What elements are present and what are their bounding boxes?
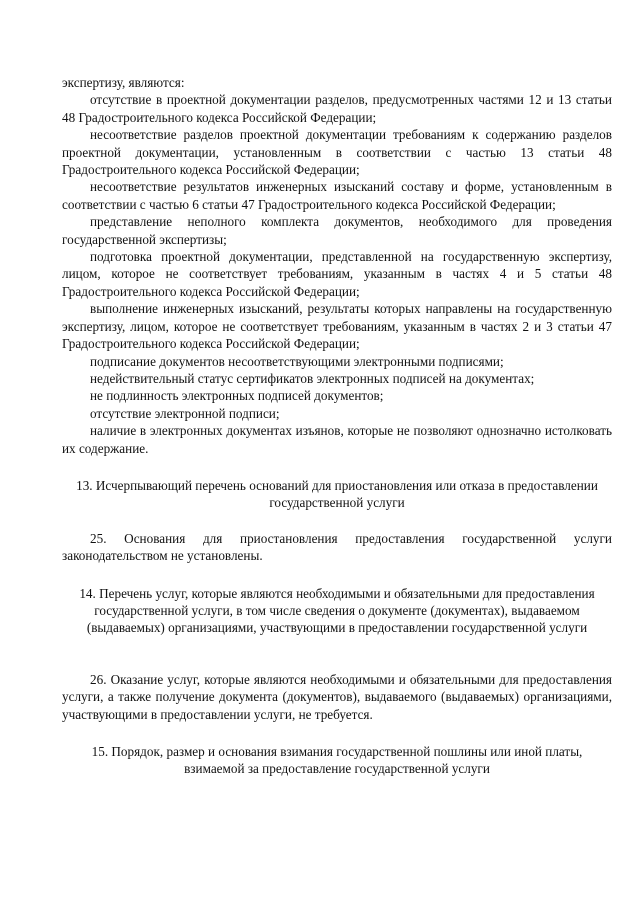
section-13-heading: 13. Исчерпывающий перечень оснований для приостановления или отказа в предоставлении государственной услуги: [76, 477, 598, 511]
section-14-heading: 14. Перечень услуг, которые являются необходимыми и обязательными для предоставления государственной услуги, в том числе сведения о документе (документах), выдаваемом (выдаваемых) организациями, участвующими в предоставлении государственной услуги: [79, 585, 595, 636]
intro-line: экспертизу, являются:: [62, 75, 185, 90]
list-item: недействительный статус сертификатов электронных подписей на документах;: [90, 370, 535, 386]
document-page: [62, 0, 612, 778]
section-15-heading: 15. Порядок, размер и основания взимания государственной пошлины или иной платы, взимаемой за предоставление государственной услуги: [91, 744, 583, 777]
list-item: выполнение инженерных изысканий, результаты которых направлены на государственную экспертизу, лицом, которое не соответствует требованиям, указанным в частях 2 и 3 статьи 47 Градостроительного кодекса Российской Федерации;: [62, 301, 612, 352]
list-item: подготовка проектной документации, представленной на государственную экспертизу, лицом, которое не соответствует требованиям, указанным в частях 4 и 5 статьи 48 Градостроительного кодекса Российской Федерации;: [62, 249, 612, 299]
paragraph-26: 26. Оказание услуг, которые являются необходимыми и обязательными для предоставления услуги, а также получение документа (документов), выдаваемого (выдаваемых) организациями, участвующими в предоставлении услуги, не требуется.: [62, 671, 612, 722]
list-item: несоответствие результатов инженерных изысканий составу и форме, установленным в соответствии с частью 6 статьи 47 Градостроительного кодекса Российской Федерации;: [62, 179, 612, 212]
list-item: отсутствие электронной подписи;: [90, 405, 280, 421]
list-item: не подлинность электронных подписей документов;: [90, 388, 384, 404]
list-item: представление неполного комплекта документов, необходимого для проведения государственной экспертизы;: [62, 214, 612, 247]
list-item: отсутствие в проектной документации разделов, предусмотренных частями 12 и 13 статьи 48 Градостроительного кодекса Российской Федерации;: [62, 92, 612, 125]
list-item: наличие в электронных документах изъянов, которые не позволяют однозначно истолковать их содержание.: [62, 423, 612, 456]
list-item: подписание документов несоответствующими электронными подписями;: [90, 353, 504, 369]
grounds-list: [62, 91, 612, 457]
paragraph-25: 25. Основания для приостановления предоставления государственной услуги законодательством не установлены.: [62, 530, 612, 564]
list-item: несоответствие разделов проектной документации требованиям к содержанию разделов проектной документации, установленным в соответствии с частью 13 статьи 48 Градостроительного кодекса Российской Федерации;: [62, 127, 612, 178]
